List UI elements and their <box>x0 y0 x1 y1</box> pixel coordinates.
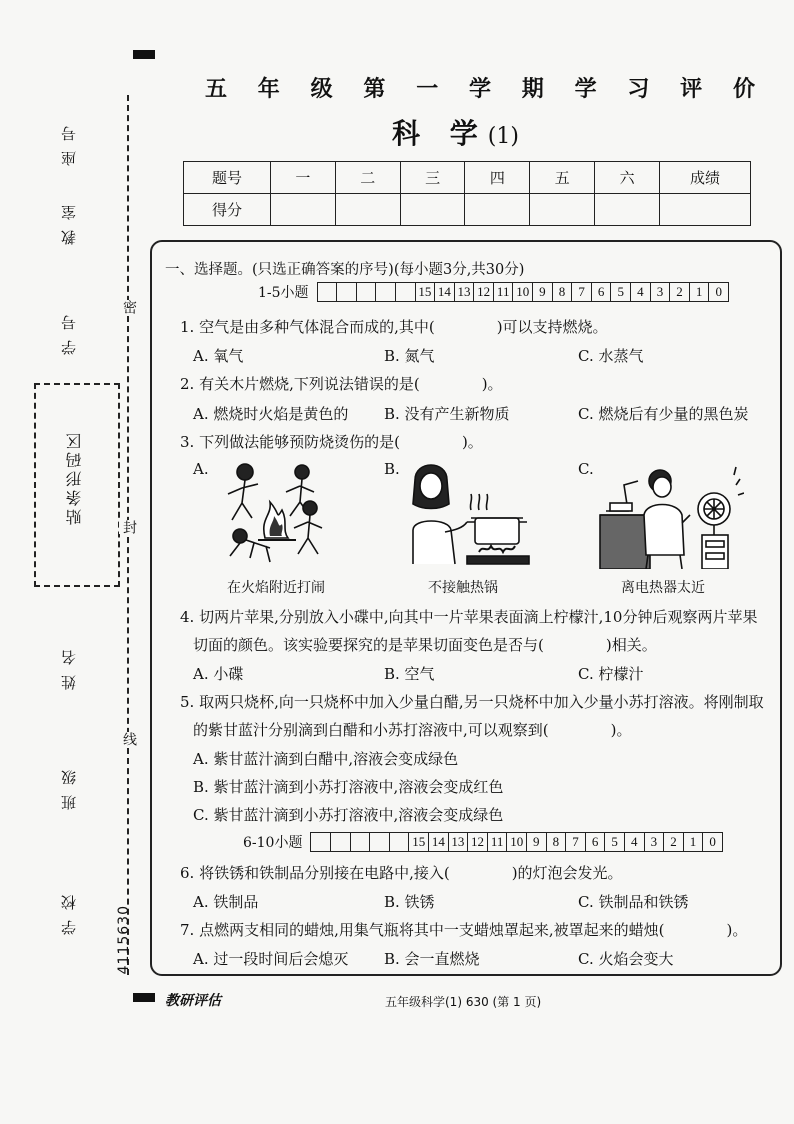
answer-cell[interactable] <box>311 833 331 851</box>
q2-option-c: C. 燃烧后有少量的黑色炭 <box>578 405 749 423</box>
subject-title <box>392 112 519 152</box>
score-cell[interactable] <box>335 194 400 226</box>
score-mark-cell[interactable]: 8 <box>547 833 567 851</box>
answer-grid-cells <box>310 832 722 852</box>
score-header-cell: 一 <box>271 162 336 194</box>
student-id-label: 学号 <box>60 305 78 355</box>
question-5-line2 <box>193 719 631 740</box>
answer-grid-cells <box>317 282 729 302</box>
page-footer-info: 五年级科学(1) 630 (第 1 页) <box>385 995 542 1009</box>
q7-option-b: B. 会一直燃烧 <box>384 950 480 968</box>
question-6-stem <box>180 862 623 883</box>
score-mark-cell[interactable]: 2 <box>670 283 690 301</box>
q3-option-c: C. <box>578 460 594 478</box>
answer-grid-label: 6-10小题 <box>243 835 303 851</box>
question-text: 3. 下列做法能够预防烧烫伤的是( <box>180 433 400 451</box>
score-mark-cell[interactable]: 4 <box>625 833 645 851</box>
score-mark-cell[interactable]: 5 <box>611 283 631 301</box>
title-char: 第 <box>363 76 386 102</box>
q4-option-c: C. 柠檬汁 <box>578 665 644 683</box>
answer-cell[interactable] <box>357 283 377 301</box>
score-mark-cell[interactable]: 7 <box>566 833 586 851</box>
q5-option-c: C. 紫甘蓝汁滴到小苏打溶液中,溶液会变成绿色 <box>193 806 504 824</box>
question-text: 1. 空气是由多种气体混合而成的,其中( <box>180 318 435 336</box>
classroom-label: 教室 <box>60 195 78 245</box>
question-text: 的紫甘蓝汁分别滴到白醋和小苏打溶液中,可以观察到( <box>193 721 549 739</box>
question-text: 切面的颜色。该实验要探究的是苹果切面变色是否与( <box>193 636 544 654</box>
answer-grid-6-10 <box>243 832 723 852</box>
q6-option-c: C. 铁制品和铁锈 <box>578 893 689 911</box>
question-4-line1: 4. 切两片苹果,分别放入小碟中,向其中一片苹果表面滴上柠檬汁,10分钟后观察两片苹果 <box>180 608 758 626</box>
score-header-cell: 三 <box>400 162 465 194</box>
school-label: 学校 <box>60 885 78 935</box>
question-text: )相关。 <box>605 636 657 654</box>
score-mark-cell[interactable]: 7 <box>572 283 592 301</box>
answer-cell[interactable] <box>370 833 390 851</box>
q3-caption-b: 不接触热锅 <box>428 580 498 596</box>
score-mark-cell[interactable]: 0 <box>709 834 716 849</box>
title-char: 一 <box>416 76 439 102</box>
score-mark-cell[interactable]: 10 <box>507 833 527 851</box>
score-mark-cell[interactable]: 3 <box>645 833 665 851</box>
seat-label: 座号 <box>60 116 78 166</box>
q5-option-a: A. 紫甘蓝汁滴到白醋中,溶液会变成绿色 <box>193 750 459 768</box>
question-text: )。 <box>726 921 748 939</box>
score-cell[interactable] <box>530 194 595 226</box>
score-mark-cell[interactable]: 15 <box>409 833 429 851</box>
score-mark-cell[interactable]: 5 <box>605 833 625 851</box>
question-3-stem <box>180 431 483 452</box>
score-header-cell: 二 <box>335 162 400 194</box>
score-header-cell: 成绩 <box>660 162 751 194</box>
question-2-stem <box>180 373 503 394</box>
score-cell[interactable] <box>595 194 660 226</box>
answer-cell[interactable] <box>331 833 351 851</box>
q3-option-b: B. <box>384 460 400 478</box>
score-mark-cell[interactable]: 3 <box>651 283 671 301</box>
score-mark-cell[interactable]: 4 <box>631 283 651 301</box>
score-header-cell: 五 <box>530 162 595 194</box>
corner-mark-bottom <box>133 993 155 1002</box>
title-char: 学 <box>574 76 597 102</box>
question-4-line2 <box>193 634 657 655</box>
score-table-header-row <box>184 162 751 194</box>
q5-option-b: B. 紫甘蓝汁滴到小苏打溶液中,溶液会变成红色 <box>193 778 504 796</box>
score-header-cell: 六 <box>595 162 660 194</box>
question-text: 2. 有关木片燃烧,下列说法错误的是( <box>180 375 420 393</box>
section-heading: 一、选择题。(只选正确答案的序号)(每小题3分,共30分) <box>165 262 525 278</box>
title-char: 五 <box>205 76 228 102</box>
boy-near-heater-illustration <box>598 465 744 569</box>
publisher-brand: 教研评估 <box>165 993 221 1009</box>
question-text: )的灯泡会发光。 <box>511 864 623 882</box>
score-cell[interactable] <box>400 194 465 226</box>
score-mark-cell[interactable]: 14 <box>435 283 455 301</box>
score-mark-cell[interactable]: 11 <box>488 833 508 851</box>
answer-cell[interactable] <box>337 283 357 301</box>
title-char: 级 <box>310 76 333 102</box>
score-mark-cell[interactable]: 6 <box>592 283 612 301</box>
question-text: )。 <box>481 375 503 393</box>
question-5-line1: 5. 取两只烧杯,向一只烧杯中加入少量白醋,另一只烧杯中加入少量小苏打溶液。将刚制取 <box>180 693 764 711</box>
score-mark-cell[interactable]: 9 <box>533 283 553 301</box>
question-text: )。 <box>461 433 483 451</box>
subject-name: 科 学 <box>392 117 488 150</box>
subject-number: (1) <box>487 124 519 149</box>
score-mark-cell[interactable]: 13 <box>455 283 475 301</box>
title-char: 习 <box>627 76 650 102</box>
score-cell[interactable] <box>465 194 530 226</box>
score-mark-cell[interactable]: 6 <box>586 833 606 851</box>
score-mark-cell[interactable]: 0 <box>715 284 722 299</box>
score-mark-cell[interactable]: 1 <box>684 833 704 851</box>
children-near-fire-illustration <box>210 458 338 570</box>
answer-cell[interactable] <box>396 283 416 301</box>
answer-grid-1-5 <box>258 282 729 302</box>
score-mark-cell[interactable]: 9 <box>527 833 547 851</box>
title-char: 期 <box>521 76 544 102</box>
score-row-label: 得分 <box>184 194 271 226</box>
score-cell[interactable] <box>271 194 336 226</box>
name-label: 姓名 <box>60 640 78 690</box>
corner-mark-top <box>133 50 155 59</box>
score-header-cell: 题号 <box>184 162 271 194</box>
score-mark-cell[interactable]: 10 <box>513 283 533 301</box>
title-char: 学 <box>468 76 491 102</box>
score-header-cell: 四 <box>465 162 530 194</box>
q7-option-a: A. 过一段时间后会熄灭 <box>193 950 349 968</box>
q1-option-b: B. 氮气 <box>384 347 435 365</box>
answer-cell[interactable] <box>390 833 410 851</box>
question-1-stem <box>180 316 608 337</box>
score-mark-cell[interactable]: 2 <box>664 833 684 851</box>
q1-option-c: C. 水蒸气 <box>578 347 644 365</box>
q4-option-a: A. 小碟 <box>193 665 244 683</box>
title-char: 价 <box>732 76 755 102</box>
question-text: )可以支持燃烧。 <box>496 318 608 336</box>
q6-option-a: A. 铁制品 <box>193 893 259 911</box>
score-mark-cell[interactable]: 13 <box>449 833 469 851</box>
binding-dashed-line <box>127 95 129 975</box>
score-mark-cell[interactable]: 12 <box>474 283 494 301</box>
class-label: 班级 <box>60 760 78 810</box>
page-title <box>205 72 755 103</box>
binding-word-xian: 线 <box>121 732 137 746</box>
score-mark-cell[interactable]: 1 <box>690 283 710 301</box>
q3-caption-a: 在火焰附近打闹 <box>227 580 325 596</box>
q3-caption-c: 离电热器太近 <box>621 580 705 596</box>
score-mark-cell[interactable]: 15 <box>416 283 436 301</box>
question-text: )。 <box>610 721 632 739</box>
paper-code: 4115630 <box>116 905 132 975</box>
q2-option-a: A. 燃烧时火焰是黄色的 <box>193 405 349 423</box>
answer-cell[interactable] <box>318 283 338 301</box>
question-7-stem <box>180 919 747 940</box>
score-mark-cell[interactable]: 14 <box>429 833 449 851</box>
score-mark-cell[interactable]: 12 <box>468 833 488 851</box>
title-char: 评 <box>680 76 703 102</box>
q2-option-b: B. 没有产生新物质 <box>384 405 510 423</box>
question-text: 6. 将铁锈和铁制品分别接在电路中,接入( <box>180 864 450 882</box>
q4-option-b: B. 空气 <box>384 665 435 683</box>
score-mark-cell[interactable]: 11 <box>494 283 514 301</box>
binding-word-feng: 封 <box>121 520 137 534</box>
answer-cell[interactable] <box>351 833 371 851</box>
q3-option-a: A. <box>193 460 209 478</box>
score-cell[interactable] <box>660 194 751 226</box>
title-char: 年 <box>257 76 280 102</box>
score-mark-cell[interactable]: 8 <box>553 283 573 301</box>
q6-option-b: B. 铁锈 <box>384 893 435 911</box>
score-table-score-row <box>184 194 751 226</box>
question-text: 7. 点燃两支相同的蜡烛,用集气瓶将其中一支蜡烛罩起来,被罩起来的蜡烛( <box>180 921 665 939</box>
q1-option-a: A. 氧气 <box>193 347 244 365</box>
answer-cell[interactable] <box>376 283 396 301</box>
q7-option-c: C. 火焰会变大 <box>578 950 674 968</box>
binding-word-mi: 密 <box>121 300 137 314</box>
barcode-sticker-label: 贴条形码区 <box>65 430 84 525</box>
score-table <box>183 161 751 226</box>
answer-grid-label: 1-5小题 <box>258 285 309 301</box>
girl-and-hot-pot-illustration <box>405 460 533 568</box>
